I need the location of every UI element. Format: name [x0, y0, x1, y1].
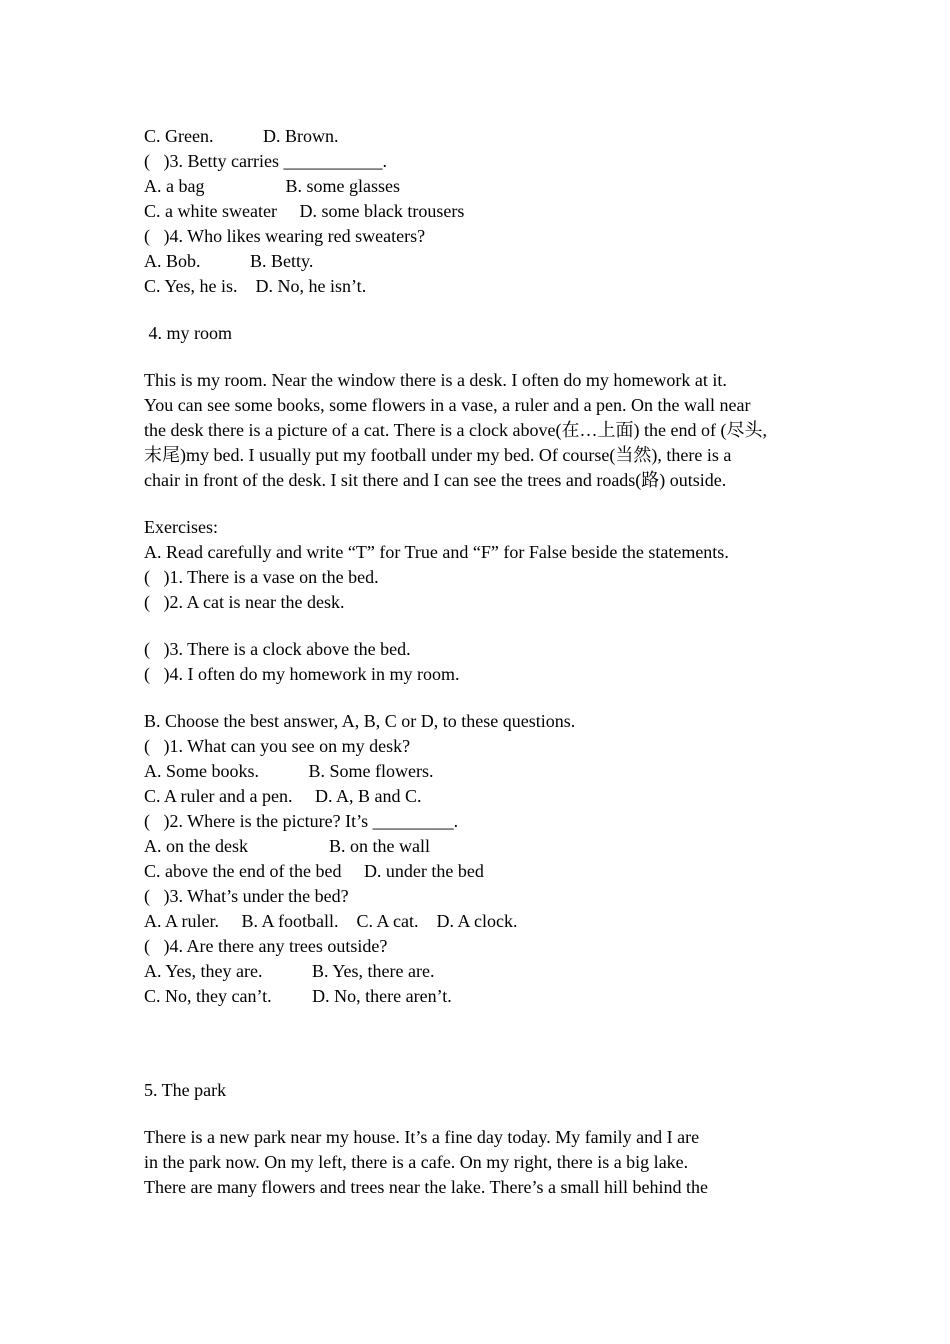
- passage-line: the desk there is a picture of a cat. There is a clock above(在…上面) the end of (尽头,: [144, 420, 767, 440]
- question-line: ( )4. I often do my homework in my room.: [144, 664, 460, 684]
- section-heading: 5. The park: [144, 1080, 227, 1100]
- exercises-heading: Exercises:: [144, 517, 218, 537]
- passage-line: There are many flowers and trees near the lake. There’s a small hill behind the: [144, 1177, 708, 1197]
- passage-line: This is my room. Near the window there is a desk. I often do my homework at it.: [144, 370, 727, 390]
- question-line: ( )2. Where is the picture? It’s _________.: [144, 811, 459, 831]
- section-heading: 4. my room: [144, 323, 232, 343]
- question-line: ( )3. There is a clock above the bed.: [144, 639, 411, 659]
- option-line: C. No, they can’t. D. No, there aren’t.: [144, 986, 452, 1006]
- option-line: A. Some books. B. Some flowers.: [144, 761, 434, 781]
- option-line: A. Bob. B. Betty.: [144, 251, 314, 271]
- question-line: ( )1. There is a vase on the bed.: [144, 567, 379, 587]
- question-line: ( )4. Who likes wearing red sweaters?: [144, 226, 426, 246]
- passage-line: You can see some books, some flowers in a vase, a ruler and a pen. On the wall near: [144, 395, 751, 415]
- instruction-line: B. Choose the best answer, A, B, C or D, to these questions.: [144, 711, 576, 731]
- option-line: A. Yes, they are. B. Yes, there are.: [144, 961, 435, 981]
- passage-line: in the park now. On my left, there is a cafe. On my right, there is a big lake.: [144, 1152, 689, 1172]
- question-line: ( )3. Betty carries ___________.: [144, 151, 387, 171]
- option-line: C. A ruler and a pen. D. A, B and C.: [144, 786, 422, 806]
- option-line: A. on the desk B. on the wall: [144, 836, 430, 856]
- passage-line: 末尾)my bed. I usually put my football under my bed. Of course(当然), there is a: [144, 445, 732, 465]
- option-line: C. above the end of the bed D. under the bed: [144, 861, 484, 881]
- passage-line: There is a new park near my house. It’s a fine day today. My family and I are: [144, 1127, 700, 1147]
- option-line: A. A ruler. B. A football. C. A cat. D. A clock.: [144, 911, 518, 931]
- option-line: C. Green. D. Brown.: [144, 126, 339, 146]
- option-line: C. a white sweater D. some black trousers: [144, 201, 465, 221]
- option-line: C. Yes, he is. D. No, he isn’t.: [144, 276, 367, 296]
- option-line: A. a bag B. some glasses: [144, 176, 400, 196]
- instruction-line: A. Read carefully and write “T” for True and “F” for False beside the statements.: [144, 542, 729, 562]
- question-line: ( )3. What’s under the bed?: [144, 886, 349, 906]
- question-line: ( )4. Are there any trees outside?: [144, 936, 388, 956]
- passage-line: chair in front of the desk. I sit there and I can see the trees and roads(路) outside.: [144, 470, 727, 490]
- question-line: ( )1. What can you see on my desk?: [144, 736, 411, 756]
- question-line: ( )2. A cat is near the desk.: [144, 592, 345, 612]
